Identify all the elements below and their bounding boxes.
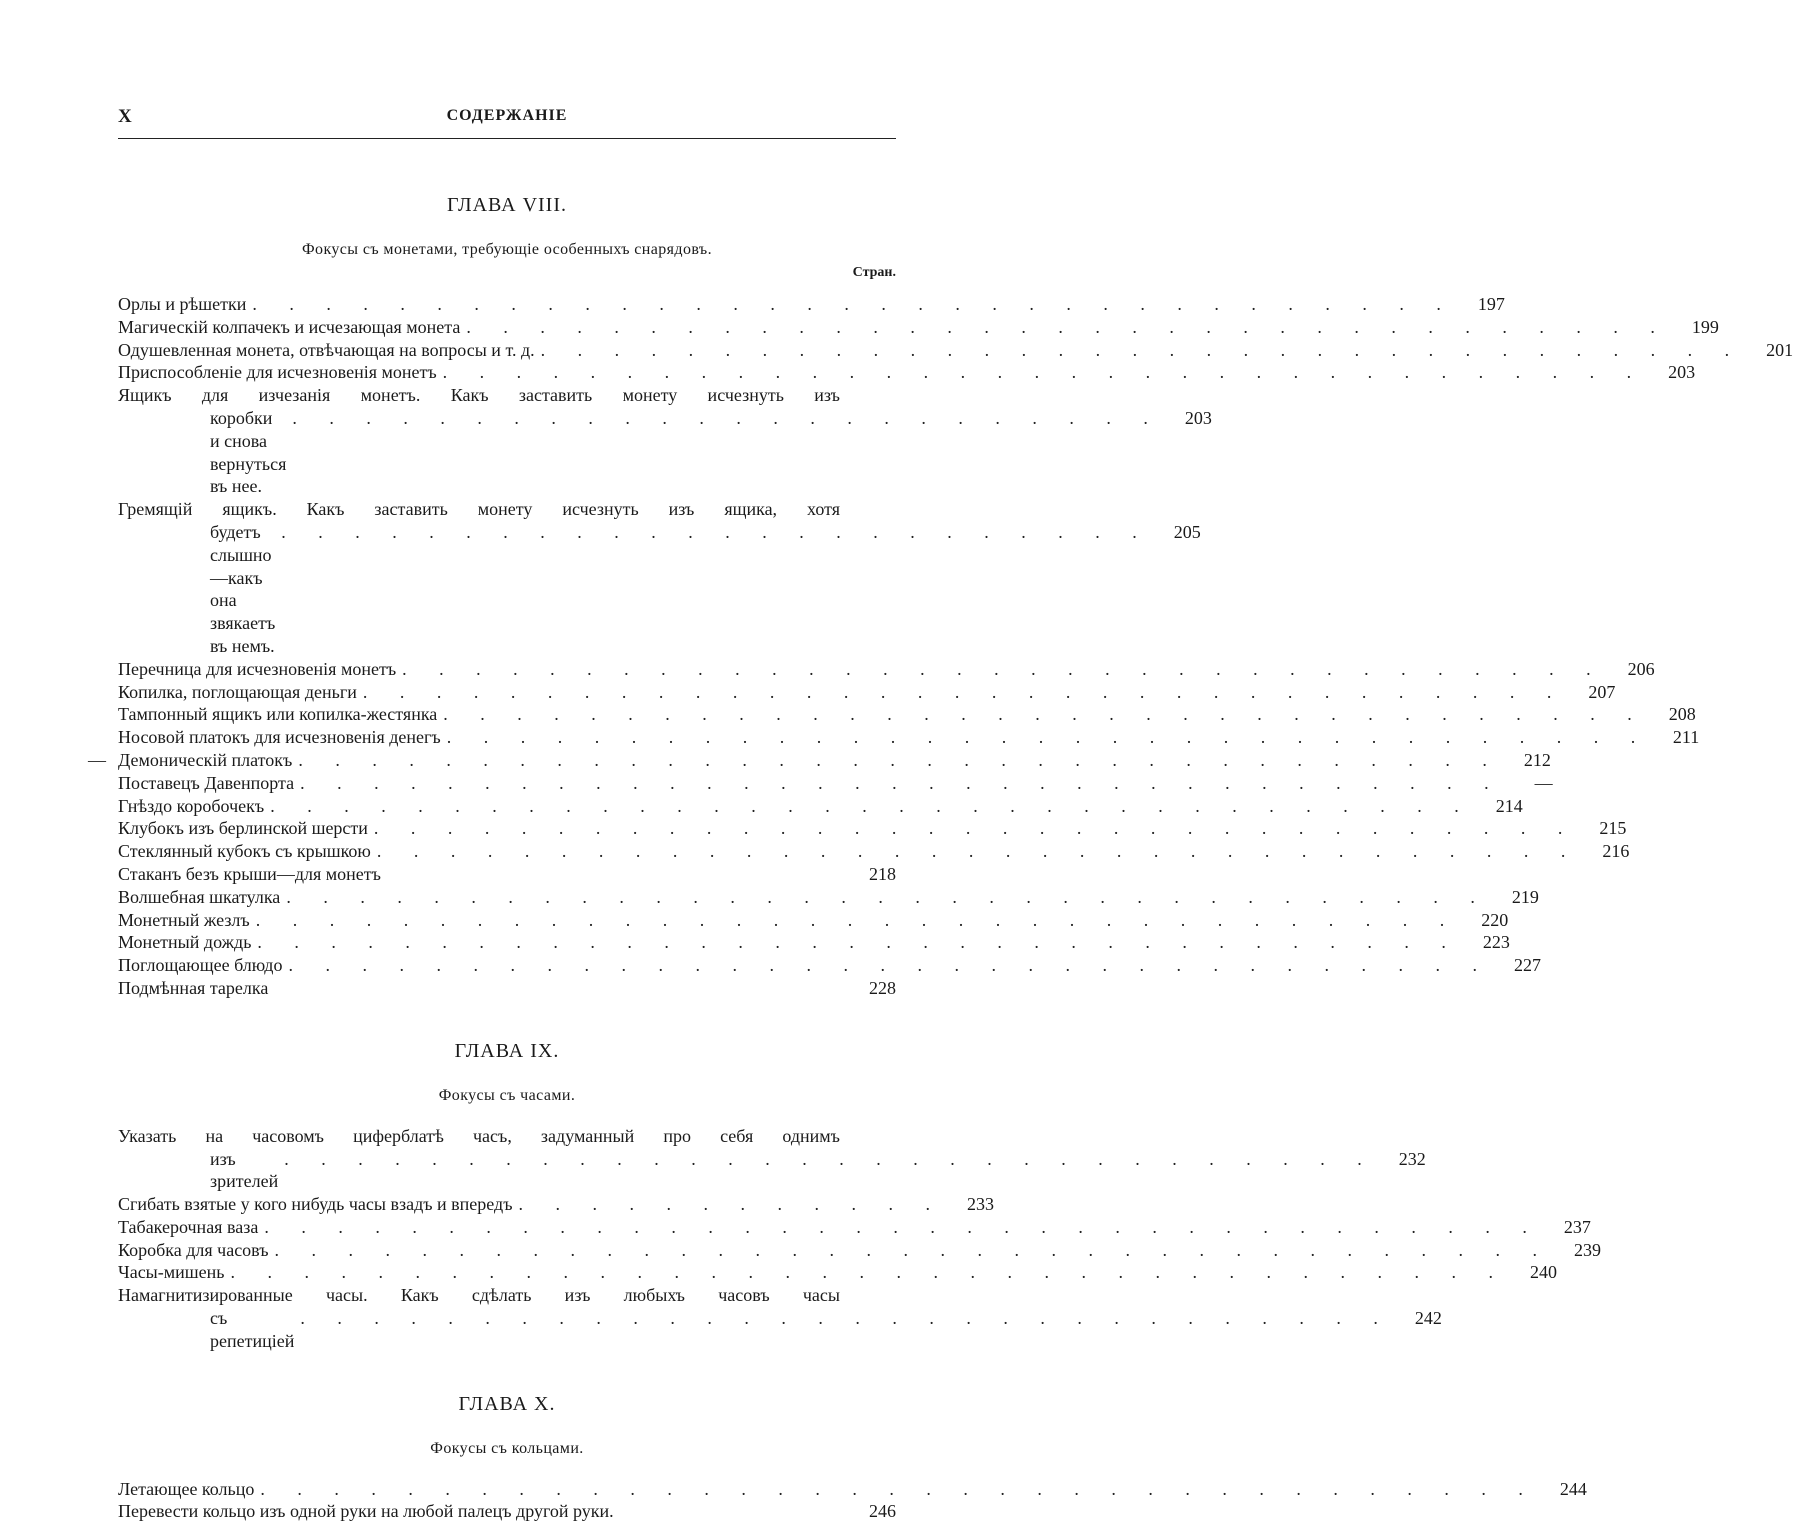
chapter-subtitle: Фокусы съ монетами, требующiе особенныхъ снарядовъ. — [302, 241, 712, 258]
toc-entry — [118, 863, 896, 886]
toc-entry — [118, 886, 1539, 909]
dot-leader: . . . . . . . . . . . . . . . . . . . . . . . . . . . . . . . . . . . — [260, 1478, 1537, 1499]
toc-entry-page: 239 — [1574, 1239, 1602, 1260]
dot-leader: . . . . . . . . . . . . . . . . . . . . . . . . . . . . . . . . . — [252, 294, 1455, 314]
toc-entry-title: Перевести кольцо изъ одной руки на любой палецъ другой руки. — [118, 1501, 614, 1522]
toc-entry — [118, 1125, 1426, 1193]
toc-entry — [118, 977, 896, 1000]
chapter-heading: ГЛАВА X. — [458, 1392, 556, 1415]
toc-entry — [118, 384, 1212, 498]
toc-entry-page: 201 — [1766, 339, 1793, 360]
toc-entry — [118, 931, 1510, 954]
dot-leader: . . . . . . . . . . . . . . . . . . . . . . . . . . . . . . . . . — [257, 932, 1460, 953]
toc-entry-title: Волшебная шкатулка — [118, 886, 281, 907]
dot-leader: . . . . . . . . . . . . . . . . . . . . . . . . . . . . . . . . . — [376, 841, 1580, 862]
toc-entry-page: 206 — [1627, 658, 1655, 679]
toc-entry-title: Намагнитизированные часы. Какъ сдѣлать изъ любыхъ часовъ часы — [118, 1285, 840, 1306]
dot-leader: . . . . . . . . . . . . . . . . . . . . . . . . . . . . . . . . . — [288, 955, 1491, 976]
toc-entry-title: Клубокъ изъ берлинской шерсти — [118, 818, 368, 839]
toc-entry-page: 233 — [967, 1194, 995, 1215]
toc-entry — [118, 840, 1630, 863]
toc-entry-page: 227 — [1513, 955, 1541, 976]
toc-entry-page: 203 — [1184, 407, 1212, 428]
running-head — [118, 100, 896, 136]
dot-leader: . . . . . . . . . . . . . . . . . . . . . . . . . . . . . . . . . . . — [230, 1262, 1507, 1283]
toc-entry — [118, 909, 1509, 932]
toc-entry — [118, 339, 1793, 362]
toc-entry-title: Гнѣздо коробочекъ — [118, 795, 265, 816]
toc-entry-page: 216 — [1602, 841, 1630, 862]
toc-entry-page: 219 — [1511, 886, 1539, 907]
toc-entry-title: Коробка для часовъ — [118, 1239, 269, 1260]
toc-entry-title: Тампонный ящикъ или копилка-жестянка — [118, 704, 438, 725]
toc-entry-title: Поглощающее блюдо — [118, 955, 283, 976]
chapter-heading: ГЛАВА VIII. — [446, 194, 567, 216]
toc-entry-title: Демоническiй платокъ — [118, 749, 293, 770]
toc-entry-page: 228 — [869, 977, 896, 998]
toc-list — [88, 293, 1793, 1000]
toc-entry-title: Сгибать взятые у кого нибудь часы взадъ и впередъ — [118, 1194, 513, 1215]
toc-list — [118, 1478, 1587, 1523]
toc-entry-page: 244 — [1559, 1478, 1587, 1499]
dot-leader: . . . . . . . . . . . . . . . . . . . . . . . . . . . . . . . . . — [466, 316, 1669, 337]
toc-entry-page: 218 — [869, 863, 896, 884]
toc-entry-title: Монетный жезлъ — [118, 909, 250, 930]
toc-entry — [118, 1216, 1591, 1239]
toc-entry — [118, 954, 1541, 977]
dot-leader: . . . . . . . . . . . . . . . . . . . . . . . . — [292, 407, 1162, 428]
toc-entry-page: 207 — [1588, 681, 1616, 702]
running-title: СОДЕРЖАНIЕ — [446, 107, 568, 124]
toc-entry-page: 197 — [1477, 294, 1505, 314]
toc-entry-page: 237 — [1563, 1216, 1591, 1237]
toc-entry-title: Магическiй колпачекъ и исчезающая монета — [118, 316, 461, 337]
dot-leader: . . . . . . . . . . . . . . . . . . . . . . . . . . . . . . . . . — [286, 886, 1489, 907]
toc-entry-title: Копилка, поглощающая деньги — [118, 681, 357, 702]
toc-entry — [118, 1239, 1602, 1262]
toc-entry-title: Орлы и рѣшетки — [118, 294, 247, 314]
header-rule — [118, 138, 896, 139]
margin-mark: — — [88, 749, 106, 770]
dot-leader: . . . . . . . . . . . . . . . . . . . . . . . . . . . . . . . . . — [270, 795, 1473, 816]
dot-leader: . . . . . . . . . . . . . . . . . . . . . . . . — [281, 521, 1151, 542]
dot-leader: . . . . . . . . . . . . . . . . . . . . . . . . . . . . . . . . . — [362, 681, 1566, 702]
toc-entry-title: Перечница для исчезновенiя монетъ — [118, 658, 397, 679]
toc-entry-title: Часы-мишень — [118, 1262, 225, 1283]
toc-entry-page: 211 — [1672, 727, 1700, 748]
toc-entry-title: Летающее кольцо — [118, 1478, 255, 1499]
toc-entry-page: 223 — [1482, 932, 1510, 953]
chapter-heading: ГЛАВА IX. — [454, 1039, 560, 1062]
toc-entry — [118, 1500, 896, 1523]
toc-entry-title: Монетный дождь — [118, 932, 252, 953]
toc-entry — [118, 361, 1696, 384]
dot-leader: . . . . . . . . . . . . . . . . . . . . . . . . . . . . . . . . . — [402, 658, 1605, 679]
toc-entry-page: 212 — [1523, 749, 1551, 770]
toc-entry — [118, 498, 1201, 658]
toc-entry-page: 242 — [1414, 1308, 1442, 1329]
dot-leader: . . . . . . . . . . . . . . . . . . . . . . . . . . . . . . . . . — [443, 704, 1646, 725]
toc-entry-title: Табакерочная ваза — [118, 1216, 259, 1237]
toc-entry-title: Поставецъ Давенпорта — [118, 772, 295, 793]
toc-entry-page: 240 — [1529, 1262, 1557, 1283]
toc-entry — [118, 1261, 1557, 1284]
toc-entry — [118, 817, 1627, 840]
toc-entry-title: Стеклянный кубокъ съ крышкою — [118, 841, 371, 862]
dot-leader: . . . . . . . . . . . . . . . . . . . . . . . . . . . . . . . . . — [373, 818, 1577, 839]
toc-entry-page: 220 — [1481, 909, 1509, 930]
page-folio: X — [118, 106, 132, 127]
toc-entry-title: Указать на часовомъ циферблатѣ часъ, задуманный про себя однимъ — [118, 1125, 840, 1146]
toc-entry-title-continuation: изъ зрителей — [210, 1148, 279, 1192]
dot-leader: . . . . . . . . . . . . . . . . . . . . . . . . . . . . . . . . . . . — [274, 1239, 1552, 1260]
toc-entry — [118, 726, 1700, 749]
toc-entry-title: Одушевленная монета, отвѣчающая на вопросы и т. д. — [118, 339, 535, 360]
chapter-subtitle: Фокусы съ часами. — [438, 1086, 576, 1104]
toc-entry — [118, 1478, 1587, 1501]
toc-entry-page: 215 — [1599, 818, 1627, 839]
toc-entry-page: 232 — [1398, 1148, 1426, 1169]
toc-entry-page: 203 — [1668, 362, 1696, 383]
toc-entry — [88, 749, 1551, 772]
dot-leader: . . . . . . . . . . . . . . . . . . . . . . . . . . . . . . . . . — [255, 909, 1459, 930]
toc-entry-page: 208 — [1668, 704, 1696, 725]
toc-entry-title-continuation: съ репетицiей — [210, 1308, 295, 1351]
page-column-label: Стран. — [852, 265, 896, 280]
toc-entry — [118, 1284, 1442, 1352]
toc-entry — [118, 658, 1655, 681]
dot-leader: . . . . . . . . . . . . . . . . . . . . . . . . . . . . . . . . . . . — [264, 1216, 1541, 1237]
dot-leader: . . . . . . . . . . . . . . . . . . . . . . . . . . . . . . . . . — [540, 339, 1744, 360]
dot-leader: . . . . . . . . . . . . . . . . . . . . . . . . . . . . . . — [284, 1148, 1376, 1169]
toc-entry — [118, 681, 1616, 704]
toc-entry — [118, 795, 1523, 818]
toc-entry — [118, 703, 1696, 726]
dot-leader: . . . . . . . . . . . . . . . . . . . . . . . . . . . . . . . . . — [298, 749, 1501, 770]
toc-entry — [118, 293, 1505, 316]
toc-entry — [118, 316, 1719, 339]
toc-entry — [118, 772, 1553, 795]
toc-list — [118, 1125, 1602, 1353]
dot-leader: . . . . . . . . . . . . . . . . . . . . . . . . . . . . . . . . . — [300, 772, 1503, 793]
chapter-subtitle: Фокусы съ кольцами. — [430, 1439, 584, 1457]
toc-entry-title: Носовой платокъ для исчезновенiя денегъ — [118, 727, 441, 748]
toc-entry-title: Гремящiй ящикъ. Какъ заставить монету исчезнуть изъ ящика, хотя — [118, 499, 840, 520]
dot-leader: . . . . . . . . . . . . . . . . . . . . . . . . . . . . . . — [300, 1308, 1392, 1329]
toc-entry-title: Приспособленiе для исчезновенiя монетъ — [118, 362, 437, 383]
book-page — [88, 100, 1793, 1523]
toc-entry-page: 214 — [1495, 795, 1523, 816]
toc-entry-title-continuation: коробки и снова вернуться въ нее. — [210, 407, 287, 497]
toc-entry-title-continuation: будетъ слышно—какъ она звякаетъ въ немъ. — [210, 521, 276, 656]
toc-entry-title: Стаканъ безъ крыши—для монетъ — [118, 863, 381, 884]
dot-leader: . . . . . . . . . . . . . . . . . . . . . . . . . . . . . . . . . — [446, 727, 1650, 748]
toc-entry-page: 246 — [869, 1501, 896, 1522]
toc-entry-page: 205 — [1173, 521, 1201, 542]
dot-leader: . . . . . . . . . . . . . . . . . . . . . . . . . . . . . . . . . — [442, 362, 1646, 383]
toc-entry-title: Подмѣнная тарелка — [118, 977, 269, 998]
toc-entry-title: Ящикъ для изчезанiя монетъ. Какъ заставить монету исчезнуть изъ — [118, 385, 840, 406]
toc-entry-page: 199 — [1691, 316, 1719, 337]
toc-entry — [118, 1193, 995, 1216]
dot-leader: . . . . . . . . . . . . — [518, 1194, 945, 1215]
toc-entry-page: — — [1534, 772, 1553, 793]
